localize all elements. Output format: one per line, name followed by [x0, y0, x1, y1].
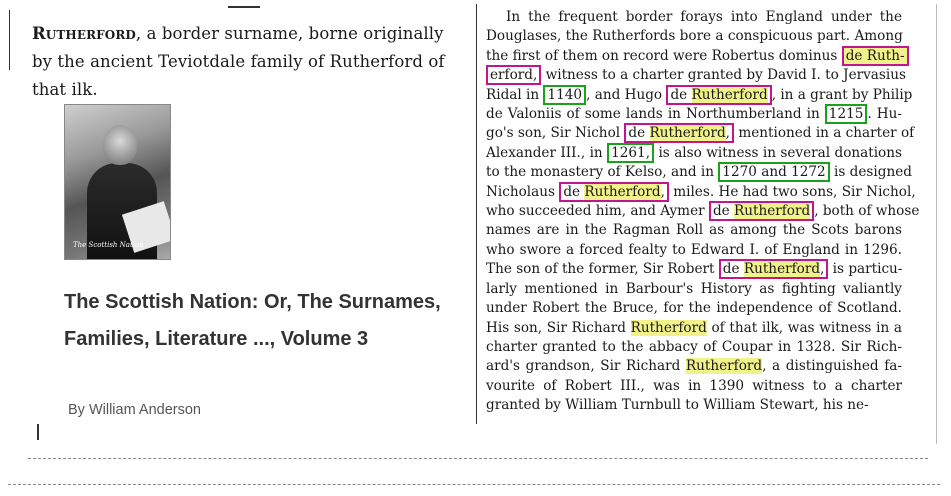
name-highlight: Rutherford	[584, 183, 661, 200]
line-text: His son, Sir Richard	[486, 319, 631, 336]
text-line	[486, 8, 902, 27]
intro-surname: Rutherford	[32, 24, 136, 43]
text-line	[486, 163, 912, 182]
book-title[interactable]: The Scottish Nation: Or, The Surnames, Families, Literature ..., Volume 3	[64, 291, 441, 350]
article-paragraph	[486, 8, 920, 416]
highlight-name: de Rutherford,	[559, 182, 669, 202]
line-text: . Hu-	[867, 106, 902, 123]
left-margin-rule	[9, 10, 10, 70]
intro-text: , a border surname, borne originally by the ancient Teviotdale family of Rutherford of that ilk.	[32, 24, 445, 99]
line-text: The son of the former, Sir Robert	[486, 261, 719, 278]
line-text: names are in the Ragman Roll as among the Scots barons	[486, 222, 902, 239]
line-text: charter granted to the abbacy of Coupar in 1328. Sir Rich-	[486, 338, 902, 355]
line-text: is designed	[829, 164, 912, 181]
line-text: miles. He had two sons, Sir Nichol,	[668, 183, 916, 200]
line-text: Ridal in	[486, 86, 544, 103]
text-line	[486, 260, 902, 279]
highlight-year: 1270 and 1272	[718, 162, 829, 182]
text-line	[486, 47, 905, 66]
cover-label: The Scottish Nation	[73, 241, 144, 249]
text-line	[486, 280, 902, 299]
right-margin-rule	[936, 4, 937, 444]
line-text: , a distinguished fa-	[762, 358, 902, 375]
name-highlight: Rutherford	[734, 203, 811, 220]
highlight-year: 1215	[825, 104, 868, 124]
text-line	[486, 183, 916, 202]
text-line	[486, 319, 902, 338]
text-line	[486, 241, 902, 260]
highlight-name: de Rutherford,	[719, 259, 829, 279]
line-text: witness to a charter granted by David I. to Jervasius	[541, 67, 906, 84]
line-text: In the frequent border forays into England under the	[506, 9, 902, 25]
text-line	[486, 27, 902, 46]
line-text: mentioned in a charter of	[734, 125, 915, 142]
bottom-dashed-line-1	[28, 458, 928, 459]
book-author: By William Anderson	[68, 402, 201, 418]
line-text: the first of them on record were Robertus dominus	[486, 47, 838, 64]
line-text: Nicholaus	[486, 183, 560, 200]
left-tick	[37, 424, 39, 440]
text-line	[486, 396, 902, 415]
text-line	[486, 377, 902, 396]
highlight-name: de Ruth-	[842, 46, 909, 66]
highlight-name: de Rutherford,	[624, 123, 734, 143]
line-text: go's son, Sir Nichol	[486, 125, 625, 142]
highlight-year: 1261,	[607, 143, 654, 163]
text-line	[486, 299, 902, 318]
text-line	[486, 221, 902, 240]
top-left-rule	[228, 6, 260, 8]
highlight-name: Rutherford	[630, 319, 707, 336]
line-text: , both of whose	[814, 203, 920, 220]
line-text: , in a grant by Philip	[771, 86, 913, 103]
text-line	[486, 105, 902, 124]
highlight-name: de Rutherford	[666, 85, 771, 105]
line-text: who swore a forced fealty to Edward I. of England in 1296.	[486, 241, 902, 258]
name-highlight: Rutherford	[743, 261, 821, 278]
line-text: granted by William Turnbull to William Stewart, his ne-	[486, 397, 869, 414]
name-highlight: Rutherford	[691, 86, 768, 103]
book-cover-image[interactable]	[64, 104, 171, 260]
column-divider	[476, 4, 477, 424]
text-line	[486, 144, 902, 163]
line-text: de Valoniis of some lands in Northumberland in	[486, 106, 825, 123]
text-line	[486, 338, 902, 357]
line-text: under Robert the Bruce, for the independence of Scotland.	[486, 300, 902, 317]
line-text: Alexander III., in	[486, 144, 608, 161]
line-text: ard's grandson, Sir Richard	[486, 358, 686, 375]
line-text: , and Hugo	[586, 86, 667, 103]
line-text: vourite of Robert III., was in 1390 witness to a charter	[486, 377, 902, 394]
highlight-year: 1140	[543, 85, 586, 105]
highlight-name: Rutherford	[685, 358, 763, 375]
text-line	[486, 86, 913, 105]
name-highlight: Rutherford	[649, 125, 726, 142]
line-text: is particu-	[828, 261, 903, 278]
text-line	[486, 124, 915, 143]
bottom-dashed-line-2	[8, 484, 940, 485]
line-text: Douglases, the Rutherfords bore a conspicuous part. Among	[486, 28, 903, 45]
text-line	[486, 202, 920, 221]
portrait-head	[103, 125, 137, 165]
line-text: to the monastery of Kelso, and in	[486, 164, 719, 181]
highlight-name: de Rutherford	[709, 201, 814, 221]
text-line	[486, 66, 906, 85]
line-text: who succeeded him, and Aymer	[486, 203, 709, 220]
intro-paragraph	[32, 20, 452, 104]
line-text: is also witness in several donations	[654, 144, 902, 161]
line-text: larly mentioned in Barbour's History as fighting valiantly	[486, 280, 902, 297]
highlight-name: erford,	[486, 65, 541, 85]
text-line	[486, 357, 902, 376]
line-text: of that ilk, was witness in a	[706, 319, 902, 336]
